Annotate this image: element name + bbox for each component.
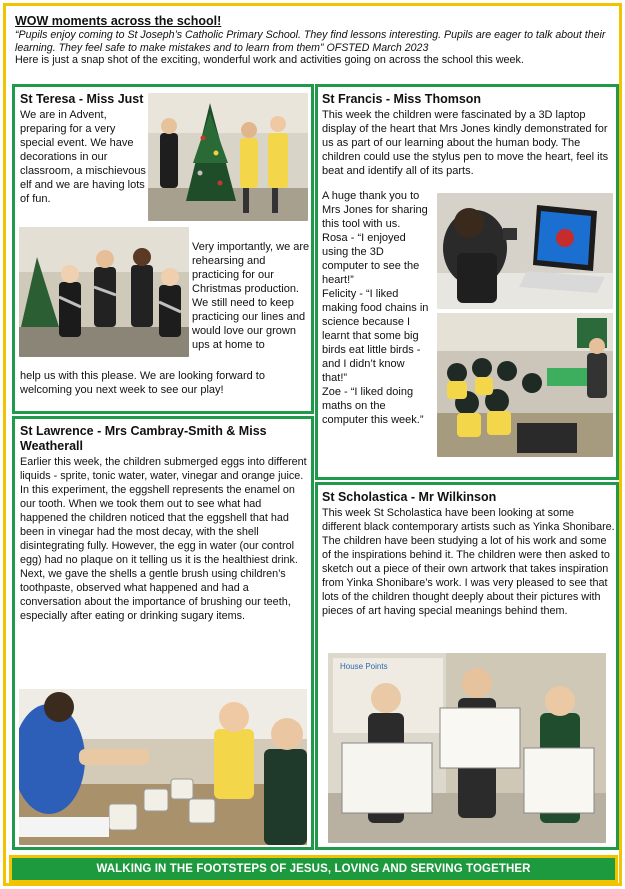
photo-artwork-pupils [328,653,606,843]
header [15,14,615,67]
paragraph: help us with this please. We are looking forward to welcoming you next week to see our play! [20,370,265,396]
footer-motto: WALKING IN THE FOOTSTEPS OF JESUS, LOVING AND SERVING TOGETHER [9,855,618,883]
photo-class-computer [437,313,613,457]
photo-christmas-tree [148,93,308,221]
intro-text: Here is just a snap shot of the exciting, wonderful work and activities going on across the school this week. [15,54,524,66]
pupil-quote: Zoe - “I liked doing maths on the computer this week.” [322,386,424,426]
panel-st-francis [315,84,619,480]
pupil-quote: Rosa - “I enjoyed using the 3D computer to see the heart!” [322,232,420,286]
paragraph: We are in Advent, preparing for a very special event. We have decorations in our classroom, a mischievous elf and we are having lots of fun. [20,109,146,205]
paragraph: This week the children were fascinated by a 3D laptop display of the heart that Mrs Jones kindly demonstrated for us as part of our learning about the human body. The children could use the stylus pen to move the heart, feel its beat and identify all of its parts. [322,109,609,177]
paragraph: Earlier this week, the children submerged eggs into different liquids - sprite, tonic water, water, vinegar and orange juice. In this experiment, the eggshell represents the enamel on our tooth. When we took them out to see what had happened the children noticed that the eggshell that had been in vinegar had the most decay, with the shell disintegrating fully. However, the egg in water (our control egg) had no plaque on it telling us it is the healthiest drink. Next, we gave the shells a gentle brush using children’s toothpaste, observed what happened and had a conversation about the importance of brushing our teeth, especially after eating or drinking sugary items. [20,456,307,622]
ofsted-quote: “Pupils enjoy coming to St Joseph’s Catholic Primary School. They find lessons interesting. Pupils are eager to talk about their learning. They feel safe to make mistakes and to learn from them” OFSTED March 2023 [15,29,606,54]
pupil-quote: Felicity - “I liked making food chains in science because I learnt that some big birds eat little birds - and I didn’t know that!” [322,288,429,384]
newsletter-page [3,3,622,886]
photo-play-rehearsal [19,227,189,357]
panel-title: St Teresa - Miss Just [20,92,144,106]
panel-title: St Scholastica - Mr Wilkinson [322,490,497,504]
thank-you-text: A huge thank you to Mrs Jones for sharing this tool with us. [322,190,428,230]
panel-st-teresa [12,84,314,414]
photo-egg-experiment [19,689,307,845]
paragraph: This week St Scholastica have been looking at some different black contemporary artists such as Yinka Shonibare. The children have been studying a lot of his work and some of the inspirations behind it. The children were then asked to sketch out a piece of their own artwork that takes inspiration from Yinka Shonibare’s work. I was very pleased to see that lots of the children thought deeply about their pictures with pieces of art having special meanings behind them. [322,507,615,617]
photo-3d-laptop [437,193,613,309]
panel-title: St Lawrence - Mrs Cambray-Smith & Miss Weatherall [20,424,267,453]
panel-title: St Francis - Miss Thomson [322,92,482,106]
house-points-sign: House Points [340,662,388,671]
page-title: WOW moments across the school! [15,14,222,28]
panel-st-scholastica [315,482,619,850]
panel-st-lawrence [12,416,314,850]
paragraph: Very importantly, we are rehearsing and practicing for our Christmas production. We still need to keep practicing our lines and would love our grown ups at home to [192,241,310,351]
